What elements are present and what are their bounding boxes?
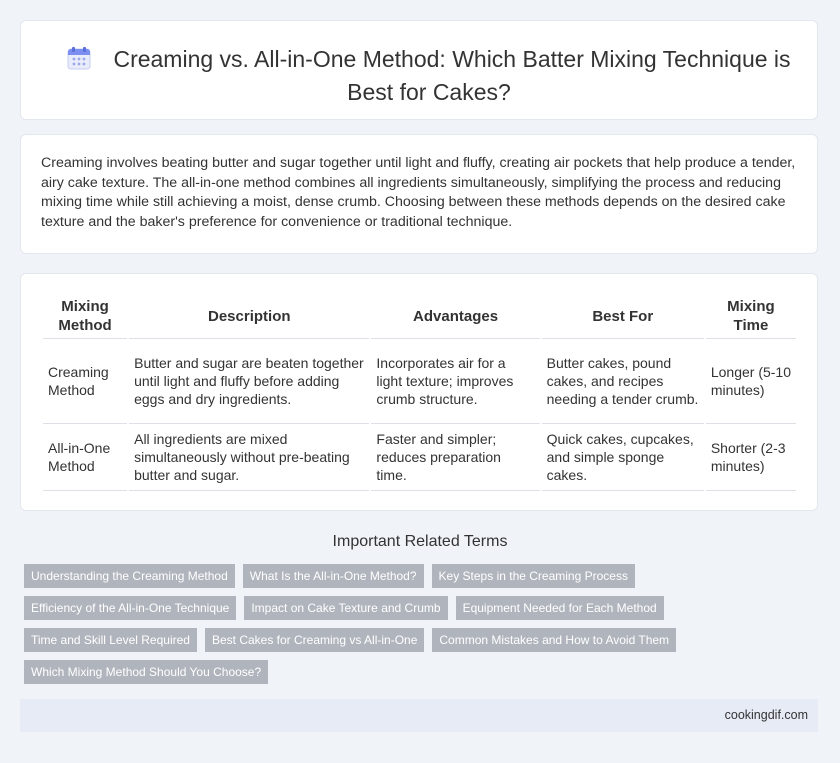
cell-mixing-time: Longer (5-10 minutes) xyxy=(706,339,796,424)
cell-best-for: Quick cakes, cupcakes, and simple sponge cakes. xyxy=(542,424,704,491)
related-term-tag[interactable]: What Is the All-in-One Method? xyxy=(243,564,424,588)
related-terms-list xyxy=(24,564,724,684)
calendar-icon xyxy=(67,46,91,77)
cell-description: Butter and sugar are beaten together until light and fluffy before adding eggs and dry ingredients. xyxy=(129,339,369,424)
cell-description: All ingredients are mixed simultaneously without pre-beating butter and sugar. xyxy=(129,424,369,491)
cell-method: All-in-One Method xyxy=(43,424,127,491)
related-term-tag[interactable]: Key Steps in the Creaming Process xyxy=(432,564,635,588)
related-term-tag[interactable]: Best Cakes for Creaming vs All-in-One xyxy=(205,628,424,652)
comparison-table xyxy=(41,294,798,491)
related-term-tag[interactable]: Impact on Cake Texture and Crumb xyxy=(244,596,447,620)
cell-best-for: Butter cakes, pound cakes, and recipes needing a tender crumb. xyxy=(542,339,704,424)
header-advantages: Advantages xyxy=(371,294,539,339)
footer xyxy=(20,699,818,732)
table-row xyxy=(43,339,796,424)
comparison-table-card xyxy=(20,273,818,511)
header-mixing-time: Mixing Time xyxy=(706,294,796,339)
related-term-tag[interactable]: Time and Skill Level Required xyxy=(24,628,197,652)
related-term-tag[interactable]: Common Mistakes and How to Avoid Them xyxy=(432,628,676,652)
title-card xyxy=(20,20,818,120)
footer-site-link[interactable]: cookingdif.com xyxy=(724,708,808,722)
page-title: Creaming vs. All-in-One Method: Which Batter Mixing Technique is Best for Cakes? xyxy=(113,46,791,105)
cell-mixing-time: Shorter (2-3 minutes) xyxy=(706,424,796,491)
related-term-tag[interactable]: Equipment Needed for Each Method xyxy=(456,596,664,620)
header-best-for: Best For xyxy=(542,294,704,339)
related-term-tag[interactable]: Understanding the Creaming Method xyxy=(24,564,235,588)
table-row xyxy=(43,424,796,491)
header-description: Description xyxy=(129,294,369,339)
related-term-tag[interactable]: Which Mixing Method Should You Choose? xyxy=(24,660,268,684)
related-term-tag[interactable]: Efficiency of the All-in-One Technique xyxy=(24,596,236,620)
header-mixing-method: Mixing Method xyxy=(43,294,127,339)
intro-card xyxy=(20,134,818,254)
cell-advantages: Incorporates air for a light texture; improves crumb structure. xyxy=(371,339,539,424)
page-title-wrap xyxy=(51,44,807,107)
table-header-row xyxy=(43,294,796,339)
cell-advantages: Faster and simpler; reduces preparation time. xyxy=(371,424,539,491)
intro-paragraph: Creaming involves beating butter and sugar together until light and fluffy, creating air pockets that help produce a tender, airy cake texture. The all-in-one method combines all ingredients simultaneously, simplifying the process and reducing mixing time while still achieving a moist, dense crumb. Choosing between these methods depends on the desired cake texture and the baker's preference for convenience or traditional technique. xyxy=(41,155,796,230)
cell-method: Creaming Method xyxy=(43,339,127,424)
related-terms-heading: Important Related Terms xyxy=(332,533,508,550)
